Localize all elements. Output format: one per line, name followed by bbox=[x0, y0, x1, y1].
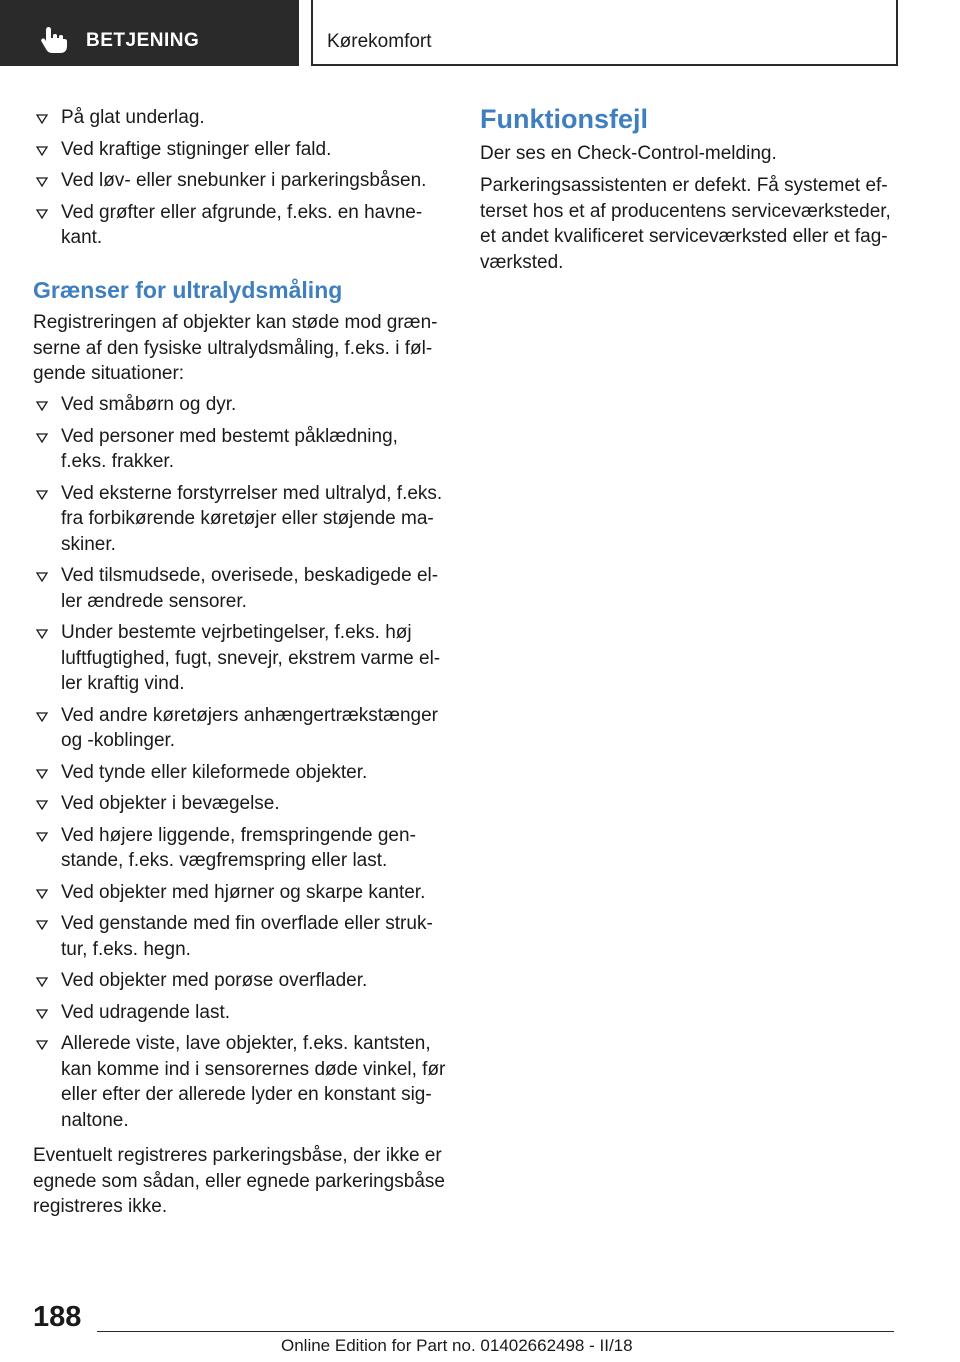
triangle-bullet-icon bbox=[36, 769, 48, 779]
list-item: Allerede viste, lave objekter, f.eks. kantsten, kan komme ind i sensorernes døde vinkel, før eller efter der allerede lyder en konstant sig- naltone. bbox=[33, 1031, 448, 1133]
triangle-bullet-icon bbox=[36, 433, 48, 443]
paragraph: Parkeringsassistenten er defekt. Få systemet ef- terset hos et af producentens serviceværksteder, et andet kvalificeret serviceværksted eller et fag- værksted. bbox=[480, 175, 891, 273]
bullet-list-limits bbox=[33, 392, 448, 1139]
chapter-title: Kørekomfort bbox=[327, 31, 432, 52]
intro-paragraph: Registreringen af objekter kan støde mod græn- serne af den fysiske ultralydsmåling, f.eks. i føl- gende situationer: bbox=[33, 312, 438, 384]
list-item: Under bestemte vejrbetingelser, f.eks. høj luftfugtighed, fugt, snevejr, ekstrem varme el- ler kraftig vind. bbox=[33, 620, 448, 697]
section-title: BETJENING bbox=[86, 30, 200, 51]
list-item: Ved løv- eller snebunker i parkeringsbåsen. bbox=[33, 168, 448, 194]
triangle-bullet-icon bbox=[36, 800, 48, 810]
triangle-bullet-icon bbox=[36, 1009, 48, 1019]
bullet-list-top bbox=[33, 105, 448, 251]
list-item: Ved tynde eller kileformede objekter. bbox=[33, 760, 448, 786]
triangle-bullet-icon bbox=[36, 490, 48, 500]
list-item: Ved kraftige stigninger eller fald. bbox=[33, 137, 448, 163]
chapter-tab bbox=[311, 0, 898, 66]
triangle-bullet-icon bbox=[36, 572, 48, 582]
page-number: 188 bbox=[33, 1301, 82, 1333]
triangle-bullet-icon bbox=[36, 889, 48, 899]
closing-paragraph: Eventuelt registreres parkeringsbåse, der ikke er egnede som sådan, eller egnede parkeringsbåse registreres ikke. bbox=[33, 1145, 445, 1217]
list-item: Ved småbørn og dyr. bbox=[33, 392, 448, 418]
list-item: På glat underlag. bbox=[33, 105, 448, 131]
section-heading: Grænser for ultralydsmåling bbox=[33, 277, 343, 303]
list-item: Ved personer med bestemt påklædning, f.eks. frakker. bbox=[33, 424, 448, 475]
section-tab bbox=[0, 0, 299, 66]
triangle-bullet-icon bbox=[36, 712, 48, 722]
list-item: Ved højere liggende, fremspringende gen- stande, f.eks. vægfremspring eller last. bbox=[33, 823, 448, 874]
list-item: Ved eksterne forstyrrelser med ultralyd, f.eks. fra forbikørende køretøjer eller støjende ma- skiner. bbox=[33, 481, 448, 558]
list-item: Ved objekter i bevægelse. bbox=[33, 791, 448, 817]
triangle-bullet-icon bbox=[36, 920, 48, 930]
hand-pointer-icon bbox=[40, 27, 70, 53]
section-heading: Funktionsfejl bbox=[480, 104, 648, 134]
triangle-bullet-icon bbox=[36, 629, 48, 639]
list-item: Ved tilsmudsede, overisede, beskadigede el- ler ændrede sensorer. bbox=[33, 563, 448, 614]
paragraph: Der ses en Check-Control-melding. bbox=[480, 143, 777, 164]
triangle-bullet-icon bbox=[36, 401, 48, 411]
triangle-bullet-icon bbox=[36, 114, 48, 124]
footer-divider bbox=[97, 1331, 894, 1332]
list-item: Ved andre køretøjers anhængertrækstænger og -koblinger. bbox=[33, 703, 448, 754]
triangle-bullet-icon bbox=[36, 832, 48, 842]
edition-label: Online Edition for Part no. 01402662498 - II/18 bbox=[281, 1336, 633, 1355]
list-item: Ved udragende last. bbox=[33, 1000, 448, 1026]
list-item: Ved objekter med porøse overflader. bbox=[33, 968, 448, 994]
list-item: Ved genstande med fin overflade eller struk- tur, f.eks. hegn. bbox=[33, 911, 448, 962]
list-item: Ved objekter med hjørner og skarpe kanter. bbox=[33, 880, 448, 906]
triangle-bullet-icon bbox=[36, 977, 48, 987]
triangle-bullet-icon bbox=[36, 146, 48, 156]
list-item: Ved grøfter eller afgrunde, f.eks. en havne- kant. bbox=[33, 200, 448, 251]
triangle-bullet-icon bbox=[36, 209, 48, 219]
triangle-bullet-icon bbox=[36, 177, 48, 187]
triangle-bullet-icon bbox=[36, 1040, 48, 1050]
